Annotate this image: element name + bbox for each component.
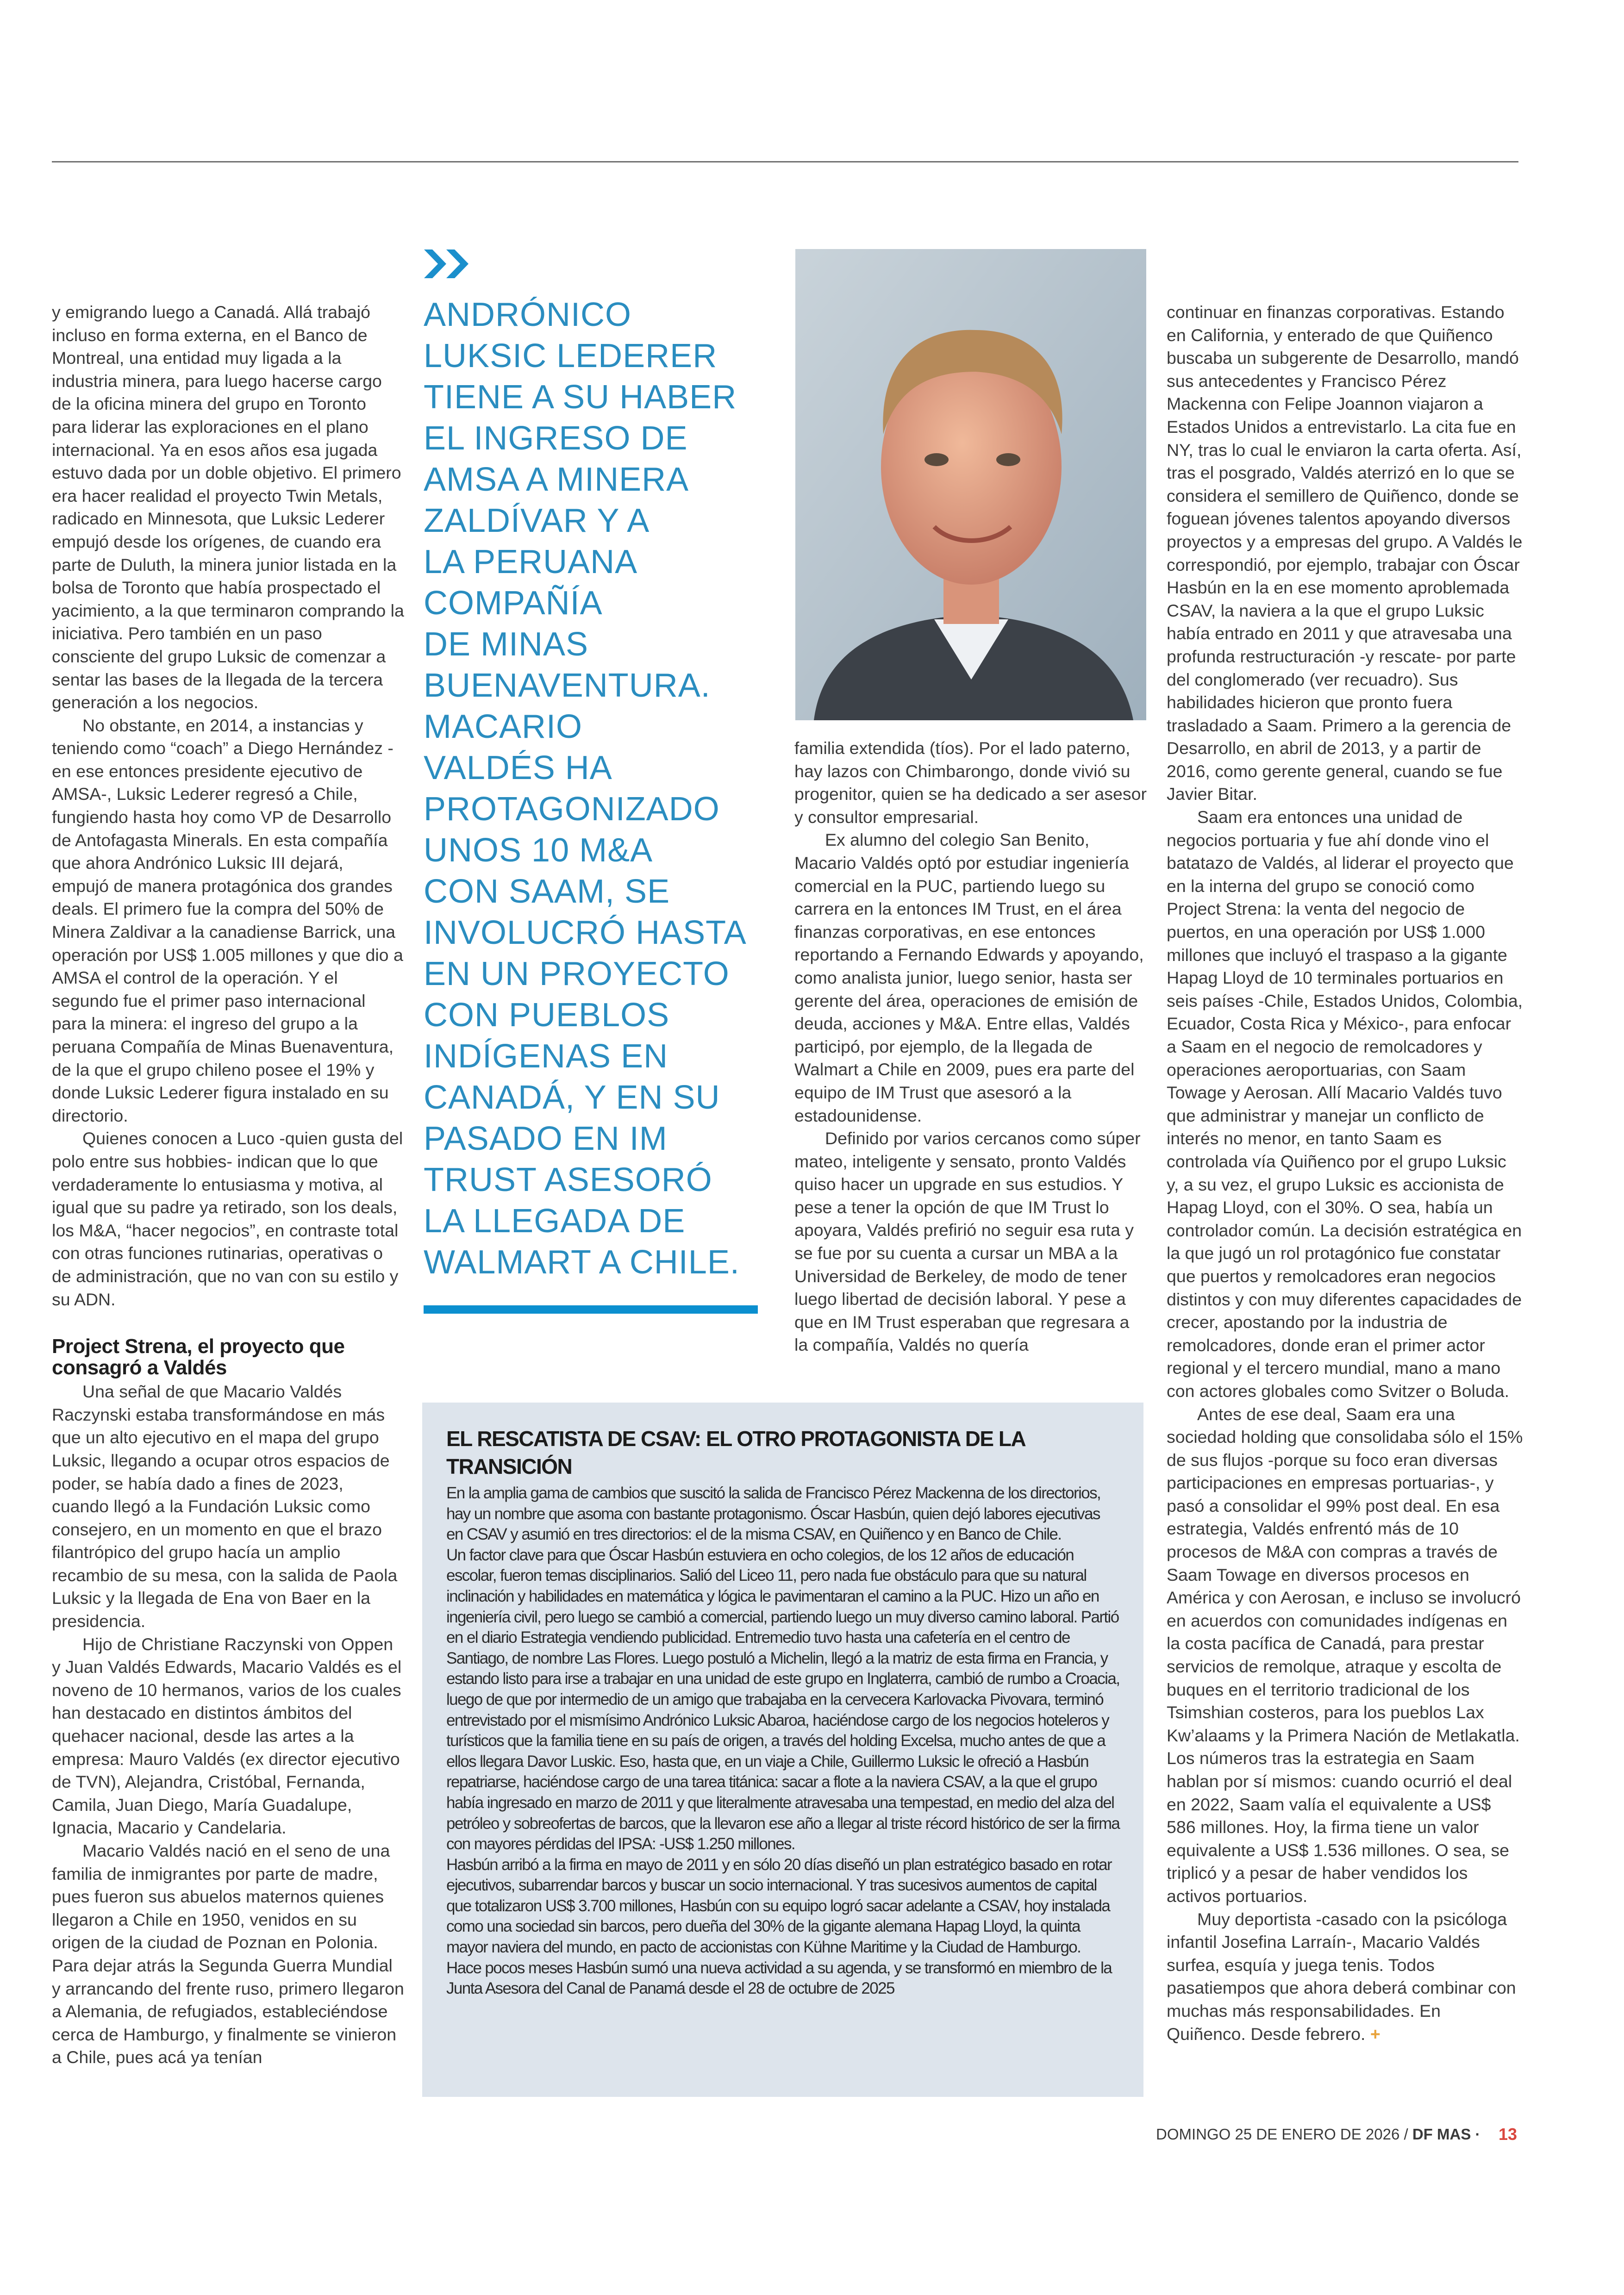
pull-quote-line: WALMART A CHILE. bbox=[424, 1244, 740, 1281]
magazine-name: DF MAS · bbox=[1412, 2126, 1480, 2143]
paragraph bbox=[1167, 1908, 1523, 2046]
page-number: 13 bbox=[1499, 2125, 1518, 2144]
end-of-article-icon: + bbox=[1370, 2024, 1380, 2044]
sidebar-paragraph: Un factor clave para que Óscar Hasbún estuviera en ocho colegios, de los 12 años de educación escolar, fueron temas disciplinarios. Salió del Liceo 11, pero nada fue obstáculo para que su natural inclinación y habilidades en matemática y lógica le pavimentaran el camino a la PUC. Hizo un año en ingeniería civil, pero luego se cambió a comercial, partiendo luego un muy diverso camino laboral. Partió en el diario Estrategia vendiendo publicidad. Entremedio tuvo hasta una cafetería en el centro de Santiago, de nombre Las Flores. Luego postuló a Michelin, llegó a la matriz de esta firma en Francia, y estando listo para irse a trabajar en una unidad de este grupo en Inglaterra, cambió de rumbo a Croacia, luego de que por intermedio de un amigo que trabajaba en la cervecera Karlovacka Pivovara, terminó entrevistado por el mismísimo Andrónico Luksic Abaroa, haciéndose cargo de los negocios hoteleros y turísticos que la familia tiene en su país de origen, a través del holding Excelsa, mucho antes de que a ellos llegara Davor Luskic. Eso, hasta que, en un viaje a Chile, Guillermo Luksic le ofreció a Hasbún repatriarse, haciéndose cargo de una tarea titánica: sacar a flote a la naviera CSAV, a la que el grupo había ingresado en marzo de 2011 y que literalmente atravesaba una tempestad, en medio del alza del petróleo y sobreofertas de barcos, que la llevaron ese año a llegar al triste récord histórico de ser la firma con mayores pérdidas del IPSA: -US$ 1.250 millones. bbox=[446, 1546, 1120, 1853]
pull-quote-line: CON SAAM, SE bbox=[424, 873, 670, 910]
article-column-4 bbox=[1167, 301, 1523, 2046]
paragraph: Quienes conocen a Luco -quien gusta del polo entre sus hobbies- indican que lo que verdaderamente lo entusiasma y motiva, al igual que su padre ya retirado, son los deals, los M&A, “hacer negocios”, en contraste total con otras funciones rutinarias, operativas o de administración, que no van con su estilo y su ADN. bbox=[52, 1129, 403, 1309]
sidebar-title: EL RESCATISTA DE CSAV: EL OTRO PROTAGONISTA DE LA TRANSICIÓN bbox=[446, 1427, 1025, 1478]
pull-quote-line: VALDÉS HA bbox=[424, 749, 612, 786]
paragraph-text: Muy deportista -casado con la psicóloga infantil Josefina Larraín-, Macario Valdés surfea, esquía y juega tenis. Todos pasatiempos que ahora deberá combinar con muchas más responsabilidades. En Quiñenco. Desde febrero. bbox=[1167, 1909, 1516, 2044]
sidebar-box bbox=[422, 1403, 1143, 2097]
pull-quote-line: EN UN PROYECTO bbox=[424, 955, 730, 992]
pull-quote-line: CANADÁ, Y EN SU bbox=[424, 1079, 720, 1116]
sidebar-paragraph: Hasbún arribó a la firma en mayo de 2011 y en sólo 20 días diseñó un plan estratégico basado en rotar ejecutivos, subarrendar barcos y buscar un socio internacional. Y tras sucesivos aumentos de capital que totalizaron US$ 3.700 millones, Hasbún con su equipo logró sacar adelante a CSAV, hoy instalada como una sociedad sin barcos, pero dueña del 30% de la gigante alemana Hapag Lloyd, la quinta mayor naviera del mundo, en pacto de accionistas con Kühne Maritime y la Ciudad de Hamburgo. bbox=[446, 1855, 1112, 1957]
pull-quote-line: MACARIO bbox=[424, 708, 583, 745]
paragraph: familia extendida (tíos). Por el lado paterno, hay lazos con Chimbarongo, donde vivió su progenitor, quien se ha dedicado a ser asesor y consultor empresarial. bbox=[794, 738, 1147, 827]
paragraph: Antes de ese deal, Saam era una sociedad holding que consolidaba sólo el 15% de sus flujos -porque su foco eran diversas participaciones en empresas portuarias-, y pasó a consolidar el 99% post deal. En esa estrategia, Valdés enfrentó más de 10 procesos de M&A con compras a través de Saam Towage en diversos procesos en América y con Aerosan, e incluso se involucró en acuerdos con comunidades indígenas en la costa pacífica de Canadá, para prestar servicios de remolque, atraque y escolta de buques en el territorio tradicional de los Tsimshian costeros, para los pueblos Lax Kw’alaams y la Primera Nación de Metlakatla. Los números tras la estrategia en Saam hablan por sí mismos: cuando ocurrió el deal en 2022, Saam valía el equivalente a US$ 586 millones. Hoy, la firma tiene un valor equivalente a US$ 1.536 millones. O sea, se triplicó y a pesar de haber vendidos los activos portuarios. bbox=[1167, 1404, 1523, 1906]
pull-quote-line: CON PUEBLOS bbox=[424, 997, 670, 1034]
pull-quote-line: INDÍGENAS EN bbox=[424, 1038, 668, 1075]
pull-quote-line: BUENAVENTURA. bbox=[424, 667, 711, 704]
paragraph: Macario Valdés nació en el seno de una familia de inmigrantes por parte de madre, pues fueron sus abuelos maternos quienes llegaron a Chile en 1950, venidos en su origen de la ciudad de Poznan en Polonia. Para dejar atrás la Segunda Guerra Mundial y arrancando del frente ruso, primero llegaron a Alemania, de refugiados, estableciéndose cerca de Hamburgo, y finalmente se vinieron a Chile, pues acá ya tenían bbox=[52, 1841, 404, 2067]
paragraph: continuar en finanzas corporativas. Estando en California, y enterado de que Quiñenco buscaba un subgerente de Desarrollo, mandó sus antecedentes y Francisco Pérez Mackenna con Felipe Joannon viajaron a Estados Unidos a entrevistarlo. La cita fue en NY, tras lo cual le enviaron la carta oferta. Así, tras el posgrado, Valdés aterrizó en lo que se considera el semillero de Quiñenco, donde se foguean jóvenes talentos apoyando diversos proyectos y a empresas del grupo. A Valdés le correspondió, por ejemplo, trabajar con Óscar Hasbún en la en ese momento aproblemada CSAV, la naviera a la que el grupo Luksic había entrado en 2011 y que atravesaba una profunda restructuración -y rescate- por parte del conglomerado (ver recuadro). Sus habilidades hicieron que pronto fuera trasladado a Saam. Primero a la gerencia de Desarrollo, en abril de 2013, y a partir de 2016, como gerente general, cuando se fue Javier Bitar. bbox=[1167, 302, 1523, 804]
paragraph: Ex alumno del colegio San Benito, Macario Valdés optó por estudiar ingeniería comercial en la PUC, partiendo luego su carrera en la entonces IM Trust, en el área finanzas corporativas, en ese entonces reportando a Fernando Edwards y apoyando, como analista junior, luego senior, hasta ser gerente del área, operaciones de emisión de deuda, acciones y M&A. Entre ellas, Valdés participó, por ejemplo, de la llegada de Walmart a Chile en 2009, pues era parte del equipo de IM Trust que asesoró a la estadounidense. bbox=[794, 830, 1144, 1125]
pull-quote-line: COMPAÑÍA bbox=[424, 585, 603, 622]
pull-quote-accent-bar bbox=[424, 1305, 758, 1314]
pull-quote-line: PASADO EN IM bbox=[424, 1120, 668, 1157]
sidebar-paragraph: En la amplia gama de cambios que suscitó la salida de Francisco Pérez Mackenna de los directorios, hay un nombre que asoma con bastante protagonismo. Óscar Hasbún, quien dejó labores ejecutivas en CSAV y asumió en tres directorios: el de la misma CSAV, en Quiñenco y en Banco de Chile. bbox=[446, 1484, 1101, 1544]
paragraph: No obstante, en 2014, a instancias y teniendo como “coach” a Diego Hernández -en ese entonces presidente ejecutivo de AMSA-, Luksic Lederer regresó a Chile, fungiendo hasta hoy como VP de Desarrollo de Antofagasta Minerals. En esta compañía que ahora Andrónico Luksic III dejará, empujó de manera protagónica dos grandes deals. El primero fue la compra del 50% de Minera Zaldivar a la canadiense Barrick, una operación por US$ 1.005 millones y que dio a AMSA el control de la operación. Y el segundo fue el primer paso internacional para la minera: el ingreso del grupo a la peruana Compañía de Minas Buenaventura, de la que el grupo chileno posee el 19% y donde Luksic Lederer figura instalado en su directorio. bbox=[52, 715, 403, 1125]
article-column-3 bbox=[794, 737, 1147, 1357]
section-subheading: Project Strena, el proyecto que consagró a Valdés bbox=[52, 1335, 345, 1379]
paragraph: Una señal de que Macario Valdés Raczynski estaba transformándose en más que un alto ejecutivo en el mapa del grupo Luksic, llegando a ocupar otros espacios de poder, se había dado a fines de 2023, cuando llegó a la Fundación Luksic como consejero, en un momento en que el brazo filantrópico del grupo hacía un amplio recambio de su mesa, con la salida de Paola Luksic y la llegada de Ena von Baer en la presidencia. bbox=[52, 1382, 398, 1631]
pull-quote-line: INVOLUCRÓ HASTA bbox=[424, 914, 747, 951]
pull-quote-line: LA LLEGADA DE bbox=[424, 1203, 686, 1240]
pull-quote-line: TIENE A SU HABER bbox=[424, 379, 737, 416]
issue-date: DOMINGO 25 DE ENERO DE 2026 / bbox=[1156, 2126, 1408, 2143]
paragraph: Hijo de Christiane Raczynski von Oppen y Juan Valdés Edwards, Macario Valdés es el noveno de 10 hermanos, varios de los cuales han destacado en distintos ámbitos del quehacer nacional, desde las artes a la empresa: Mauro Valdés (ex director ejecutivo de TVN), Alejandra, Cristóbal, Fernanda, Camila, Juan Diego, María Guadalupe, Ignacia, Macario y Candelaria. bbox=[52, 1634, 402, 1838]
paragraph: Definido por varios cercanos como súper mateo, inteligente y sensato, pronto Valdés quiso hacer un upgrade en sus estudios. Y pese a tener la opción de que IM Trust lo apoyara, Valdés prefirió no seguir esa ruta y se fue por su cuenta a cursar un MBA a la Universidad de Berkeley, de modo de tener luego libertad de decisión laboral. Y pese a que en IM Trust esperaban que regresara a la compañía, Valdés no quería bbox=[794, 1129, 1141, 1355]
top-rule bbox=[52, 161, 1518, 162]
pull-quote bbox=[424, 294, 775, 1283]
pull-quote-line: TRUST ASESORÓ bbox=[424, 1161, 712, 1198]
pull-quote-line: ZALDÍVAR Y A bbox=[424, 502, 650, 539]
sidebar-paragraph: Hace pocos meses Hasbún sumó una nueva actividad a su agenda, y se transformó en miembro de la Junta Asesora del Canal de Panamá desde el 28 de octubre de 2025 bbox=[446, 1958, 1112, 1998]
pull-quote-line: DE MINAS bbox=[424, 626, 589, 663]
page-footer bbox=[1156, 2126, 1480, 2143]
portrait-photo bbox=[795, 249, 1146, 720]
pull-quote-line: PROTAGONIZADO bbox=[424, 791, 720, 828]
pull-quote-line: ANDRÓNICO bbox=[424, 296, 632, 333]
paragraph: Saam era entonces una unidad de negocios portuaria y fue ahí donde vino el batatazo de Valdés, al liderar el proyecto que en la interna del grupo se conoció como Project Strena: la venta del negocio de puertos, en una operación por US$ 1.000 millones que incluyó el traspaso a la gigante Hapag Lloyd de 10 terminales portuarios en seis países -Chile, Estados Unidos, Colombia, Ecuador, Costa Rica y México-, para enfocar a Saam en el negocio de remolcadores y operaciones aeroportuarias, con Saam Towage y Aerosan. Allí Macario Valdés tuvo que administrar y manejar un conflicto de interés no menor, en tanto Saam es controlada vía Quiñenco por el grupo Luksic y, a su vez, el grupo Luksic es accionista de Hapag Lloyd, con el 30%. O sea, había un controlador común. La decisión estratégica en la que jugó un rol protagónico fue constatar que puertos y remolcadores eran negocios distintos y con muy diferentes capacidades de crecer, apostando por la industria de remolcadores, donde eran el primer actor regional y el tercero mundial, mano a mano con actores globales como Svitzer o Boluda. bbox=[1167, 807, 1523, 1401]
pull-quote-line: LUKSIC LEDERER bbox=[424, 337, 718, 374]
pull-quote-line: UNOS 10 M&A bbox=[424, 832, 653, 869]
article-column-1 bbox=[52, 301, 405, 2069]
double-chevron-icon bbox=[422, 248, 473, 280]
pull-quote-line: LA PERUANA bbox=[424, 543, 638, 580]
paragraph: y emigrando luego a Canadá. Allá trabajó incluso en forma externa, en el Banco de Montreal, una entidad muy ligada a la industria minera, para luego hacerse cargo de la oficina minera del grupo en Toronto para liderar las exploraciones en el plano internacional. Ya en esos años esa jugada estuvo dada por un doble objetivo. El primero era hacer realidad el proyecto Twin Metals, radicado en Minnesota, que Luksic Lederer empujó desde los orígenes, de cuando era parte de Duluth, la minera junior listada en la bolsa de Toronto que había prospectado el yacimiento, a la que terminaron comprando la iniciativa. Pero también en un paso consciente del grupo Luksic de comenzar a sentar las bases de la llegada de la tercera generación a los negocios. bbox=[52, 302, 404, 712]
pull-quote-line: AMSA A MINERA bbox=[424, 461, 689, 498]
pull-quote-line: EL INGRESO DE bbox=[424, 420, 688, 457]
